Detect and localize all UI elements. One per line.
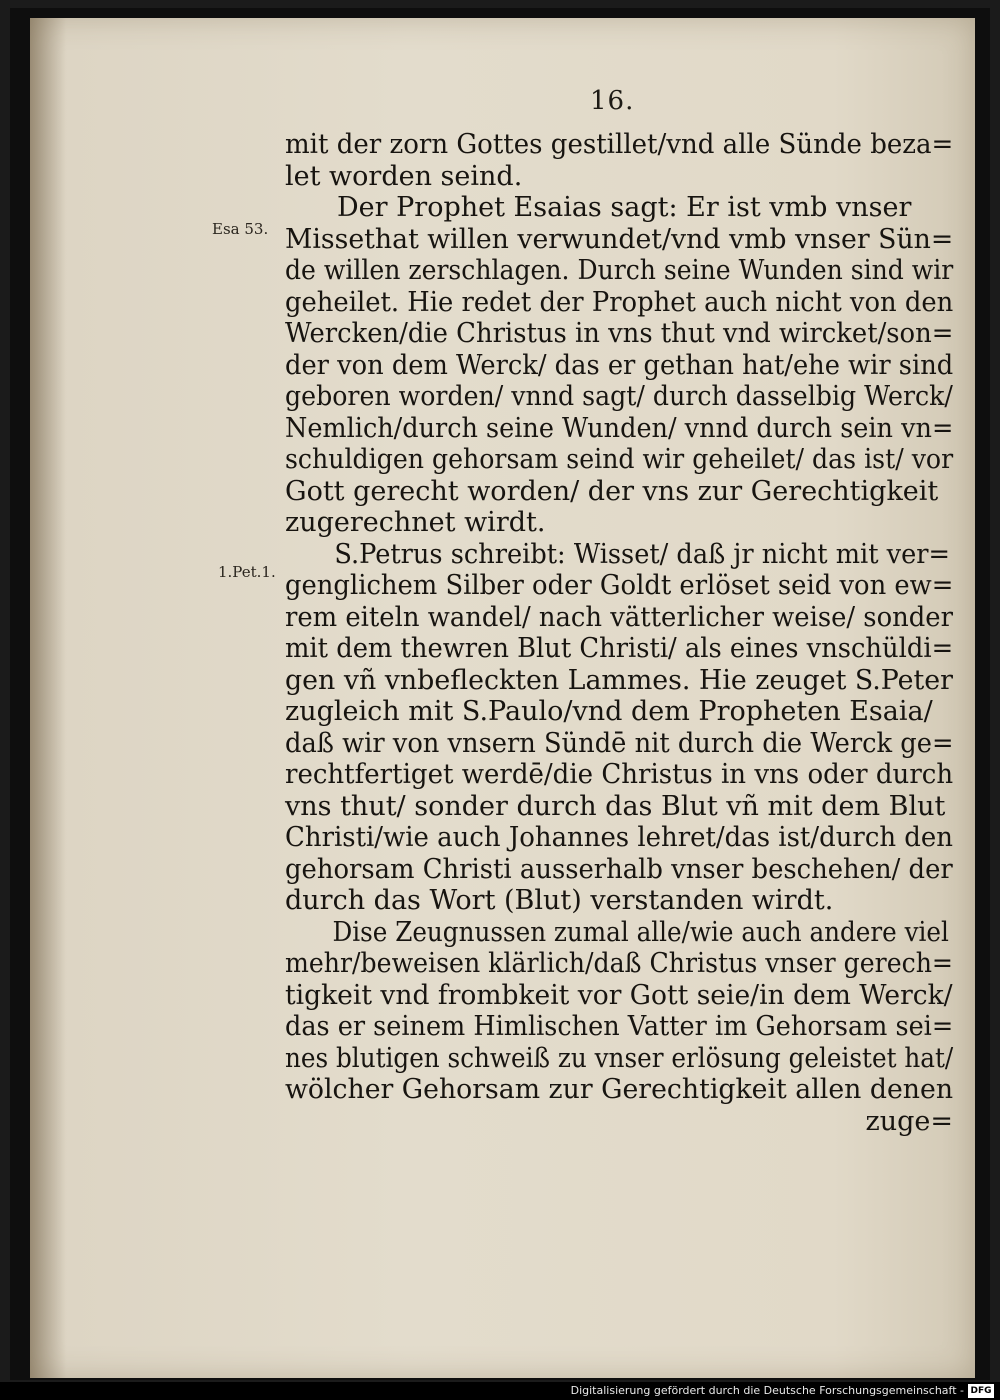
text-line: das er seinem Himlischen Vatter im Gehorsam sei=: [285, 1011, 954, 1042]
text-line: der von dem Werck/ das er gethan hat/ehe wir sind: [285, 349, 954, 381]
scanned-page: [30, 18, 975, 1378]
text-line: Nemlich/durch seine Wunden/ vnnd durch sein vn=: [285, 412, 954, 444]
text-line: genglichem Silber oder Goldt erlöset seid von ew=: [285, 570, 954, 601]
binding-shadow: [30, 18, 66, 1378]
text-line: rechtfertiget werdē/die Christus in vns oder durch: [285, 759, 954, 790]
text-line: durch das Wort (Blut) verstanden wirdt.: [285, 885, 834, 916]
text-line: daß wir von vnsern Sündē nit durch die Werck ge=: [285, 727, 954, 759]
text-line: schuldigen gehorsam seind wir geheilet/ das ist/ vor: [285, 444, 954, 475]
footer-bar: [0, 1382, 1000, 1400]
text-line: mehr/beweisen klärlich/daß Christus vnser gerech=: [285, 948, 954, 979]
text-line: nes blutigen schweiß zu vnser erlösung geleistet hat/: [285, 1042, 954, 1074]
text-line: wölcher Gehorsam zur Gerechtigkeit allen denen: [285, 1074, 954, 1105]
dfg-logo: DFG: [968, 1384, 994, 1398]
text-line: let worden seind.: [285, 160, 523, 192]
funding-notice: Digitalisierung gefördert durch die Deutsche Forschungsgemeinschaft -: [570, 1384, 964, 1397]
catchword: zuge=: [865, 1105, 953, 1137]
text-line: geheilet. Hie redet der Prophet auch nicht von den: [285, 286, 954, 318]
text-line: rem eiteln wandel/ nach vätterlicher weise/ sonder: [285, 601, 953, 633]
text-line: Wercken/die Christus in vns thut vnd wircket/son=: [285, 318, 954, 349]
text-line: mit dem thewren Blut Christi/ als eines vnschüldi=: [285, 633, 954, 664]
text-line: Der Prophet Esaias sagt: Er ist vmb vnser: [337, 192, 912, 223]
body-text: [285, 129, 953, 1137]
text-line: S.Petrus schreibt: Wisset/ daß jr nicht mit ver=: [334, 538, 950, 570]
text-line: Missethat willen verwundet/vnd vmb vnser Sün=: [285, 223, 954, 255]
text-line: Christi/wie auch Johannes lehret/das ist/durch den: [285, 822, 953, 853]
text-line: de willen zerschlagen. Durch seine Wunden sind wir: [285, 255, 954, 286]
text-line: zugleich mit S.Paulo/vnd dem Propheten Esaia/: [285, 696, 933, 727]
text-line: vns thut/ sonder durch das Blut vñ mit dem Blut: [285, 790, 946, 822]
text-line: gehorsam Christi ausserhalb vnser beschehen/ der: [285, 853, 953, 885]
text-line: mit der zorn Gottes gestillet/vnd alle Sünde beza=: [285, 129, 954, 160]
text-line: zugerechnet wirdt.: [285, 507, 546, 538]
text-line: Dise Zeugnussen zumal alle/wie auch andere viel: [332, 916, 949, 948]
text-line: gen vñ vnbefleckten Lammes. Hie zeuget S.Peter: [285, 664, 953, 696]
text-line: tigkeit vnd frombkeit vor Gott seie/in dem Werck/: [285, 979, 953, 1011]
text-line: geboren worden/ vnnd sagt/ durch dasselbig Werck/: [285, 381, 953, 412]
page-number: 16.: [590, 86, 635, 116]
margin-note-esa: Esa 53.: [212, 220, 269, 238]
text-line: Gott gerecht worden/ der vns zur Gerechtigkeit: [285, 475, 939, 507]
margin-note-pet: 1.Pet.1.: [218, 563, 276, 581]
